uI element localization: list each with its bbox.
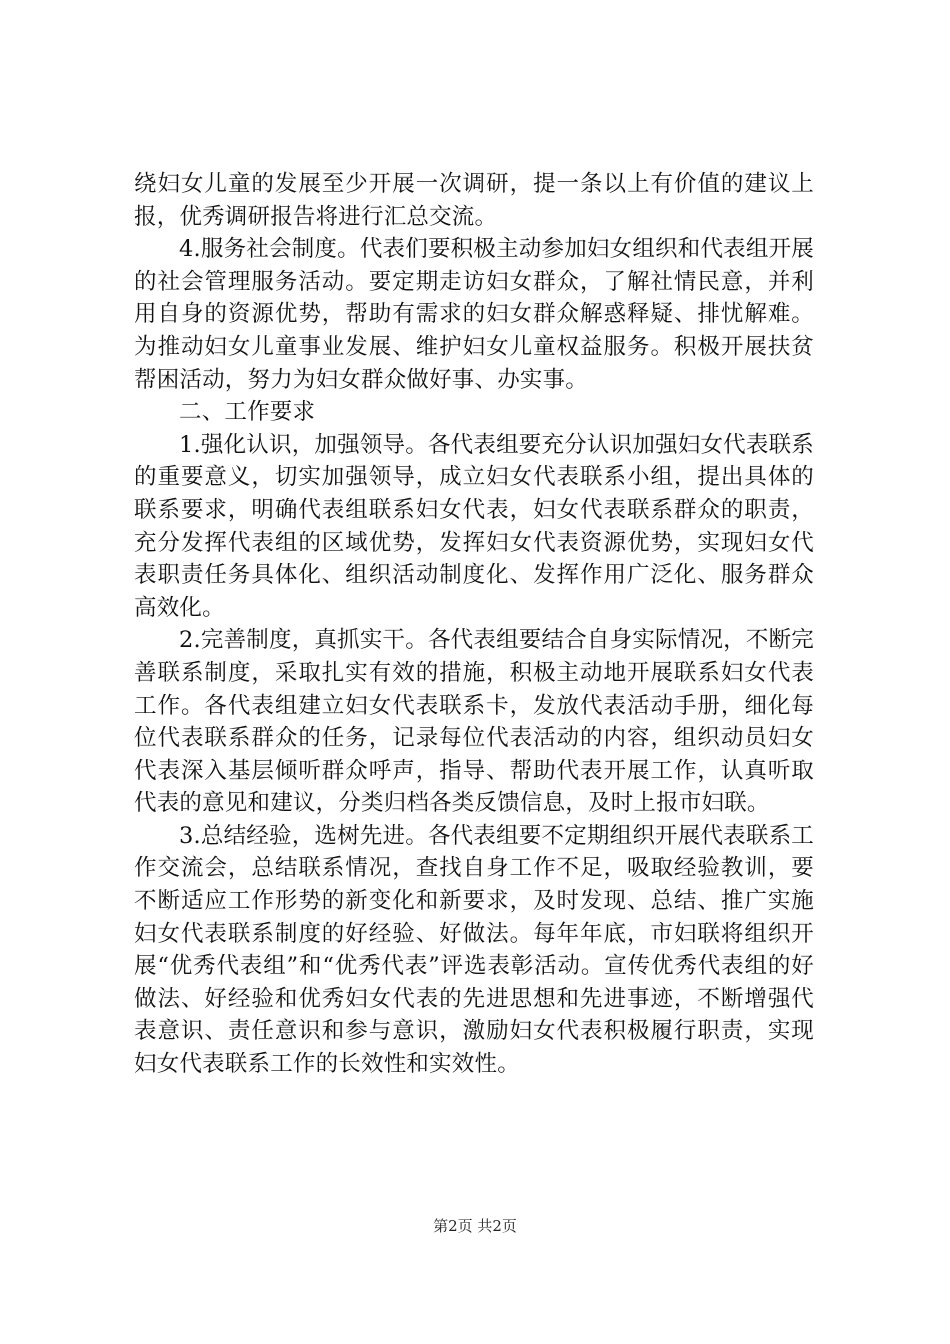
paragraph-continuation: 绕妇女儿童的发展至少开展一次调研，提一条以上有价值的建议上报，优秀调研报告将进行汇总交流。 bbox=[134, 171, 814, 230]
section-heading: 二、工作要求 bbox=[179, 399, 316, 426]
paragraph-item-1: 1.强化认识，加强领导。各代表组要充分认识加强妇女代表联系的重要意义，切实加强领导，成立妇女代表联系小组，提出具体的联系要求，明确代表组联系妇女代表，妇女代表联系群众的职责，充分发挥代表组的区域优势，发挥妇女代表资源优势，实现妇女代表职责任务具体化、组织活动制度化、发挥作用广泛化、服务群众高效化。 bbox=[134, 431, 814, 621]
page-footer: 第2页 共2页 bbox=[433, 1217, 517, 1235]
paragraph-item-4: 4.服务社会制度。代表们要积极主动参加妇女组织和代表组开展的社会管理服务活动。要定期走访妇女群众，了解社情民意，并利用自身的资源优势，帮助有需求的妇女群众解惑释疑、排忧解难。为推动妇女儿童事业发展、维护妇女儿童权益服务。积极开展扶贫帮困活动，努力为妇女群众做好事、办实事。 bbox=[134, 236, 814, 393]
paragraph-item-3: 3.总结经验，选树先进。各代表组要不定期组织开展代表联系工作交流会，总结联系情况，查找自身工作不足，吸取经验教训，要不断适应工作形势的新变化和新要求，及时发现、总结、推广实施妇女代表联系制度的好经验、好做法。每年年底，市妇联将组织开展“优秀代表组”和“优秀代表”评选表彰活动。宣传优秀代表组的好做法、好经验和优秀妇女代表的先进思想和先进事迹，不断增强代表意识、责任意识和参与意识，激励妇女代表积极履行职责，实现妇女代表联系工作的长效性和实效性。 bbox=[134, 822, 814, 1078]
document-body bbox=[134, 168, 814, 1081]
paragraph-item-2: 2.完善制度，真抓实干。各代表组要结合自身实际情况，不断完善联系制度，采取扎实有效的措施，积极主动地开展联系妇女代表工作。各代表组建立妇女代表联系卡，发放代表活动手册，细化每位代表联系群众的任务，记录每位代表活动的内容，组织动员妇女代表深入基层倾听群众呼声，指导、帮助代表开展工作，认真听取代表的意见和建议，分类归档各类反馈信息，及时上报市妇联。 bbox=[134, 627, 814, 817]
